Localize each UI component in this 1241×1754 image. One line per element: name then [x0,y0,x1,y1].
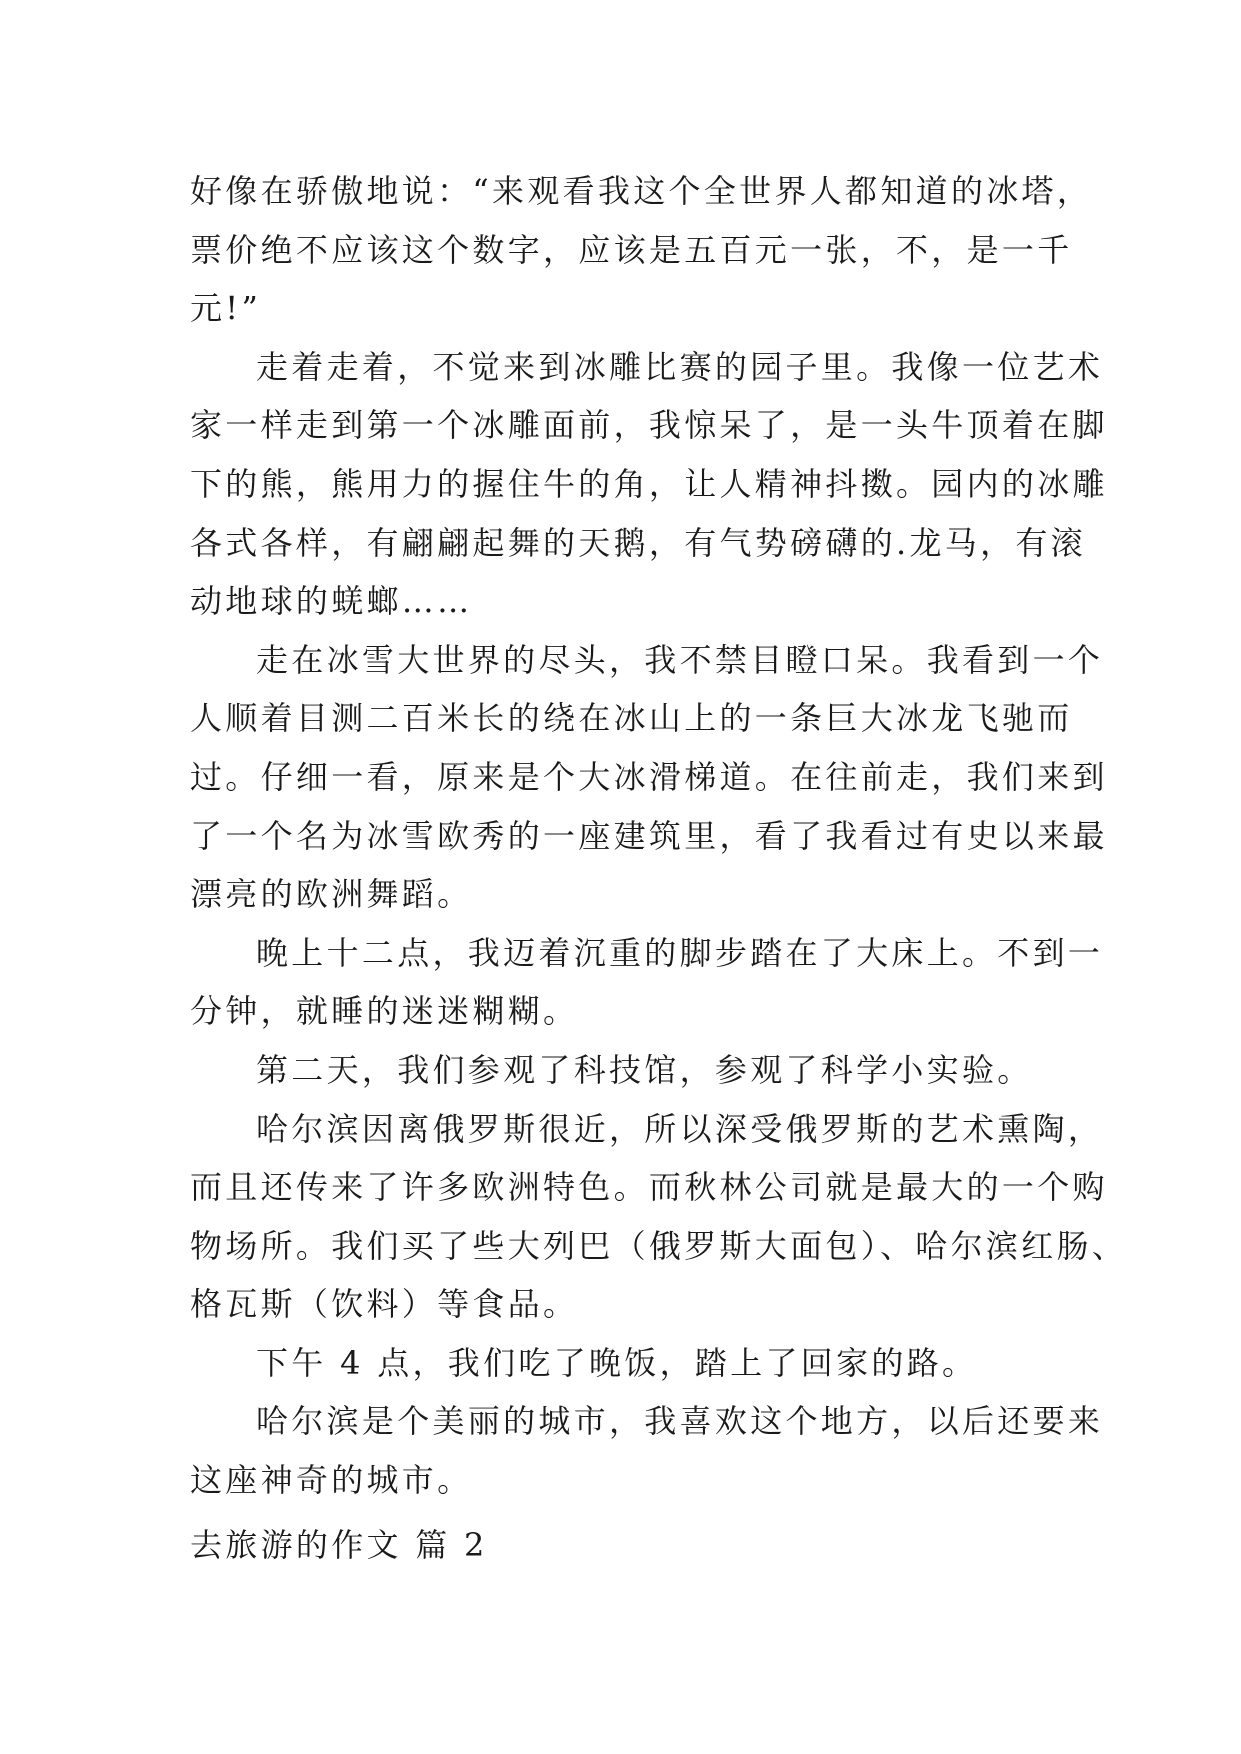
text-line: 而且还传来了许多欧洲特色。而秋林公司就是最大的一个购 [190,1168,1108,1207]
text-line: 元!” [190,289,262,328]
text-line: 漂亮的欧洲舞蹈。 [190,875,473,914]
text-line: 哈尔滨因离俄罗斯很近，所以深受俄罗斯的艺术熏陶， [256,1109,1104,1148]
text-line: 人顺着目测二百米长的绕在冰山上的一条巨大冰龙飞驰而 [190,699,1073,738]
text-line: 第二天，我们参观了科技馆，参观了科学小实验。 [256,1050,1033,1089]
text-line: 走着走着，不觉来到冰雕比赛的园子里。我像一位艺术 [256,347,1104,386]
text-line: 票价绝不应该这个数字，应该是五百元一张，不，是一千 [190,230,1073,269]
text-line: 过。仔细一看，原来是个大冰滑梯道。在往前走，我们来到 [190,757,1108,796]
text-line: 下的熊，熊用力的握住牛的角，让人精神抖擞。园内的冰雕 [190,464,1108,503]
text-line: 格瓦斯（饮料）等食品。 [190,1285,579,1324]
text-line: 了一个名为冰雪欧秀的一座建筑里，看了我看过有史以来最 [190,816,1108,855]
text-line: 家一样走到第一个冰雕面前，我惊呆了，是一头牛顶着在脚 [190,406,1108,445]
text-line: 这座神奇的城市。 [190,1461,473,1500]
text-line: 下午 4 点，我们吃了晚饭，踏上了回家的路。 [256,1343,978,1382]
document-page [190,162,1128,1574]
text-line: 晚上十二点，我迈着沉重的脚步踏在了大床上。不到一 [256,933,1104,972]
text-line: 哈尔滨是个美丽的城市，我喜欢这个地方，以后还要来 [256,1402,1104,1441]
section-heading: 去旅游的作文 篇 2 [190,1525,488,1564]
text-line: 动地球的蜣螂…… [190,582,473,621]
text-line: 走在冰雪大世界的尽头，我不禁目瞪口呆。我看到一个 [256,640,1104,679]
article-body [190,162,1128,1510]
text-line: 好像在骄傲地说：“来观看我这个全世界人都知道的冰塔， [190,172,1093,210]
text-line: 各式各样，有翩翩起舞的天鹅，有气势磅礴的.龙马，有滚 [190,523,1086,562]
text-line: 分钟，就睡的迷迷糊糊。 [190,992,579,1031]
text-line: 物场所。我们买了些大列巴（俄罗斯大面包）、哈尔滨红肠、 [190,1226,1128,1265]
